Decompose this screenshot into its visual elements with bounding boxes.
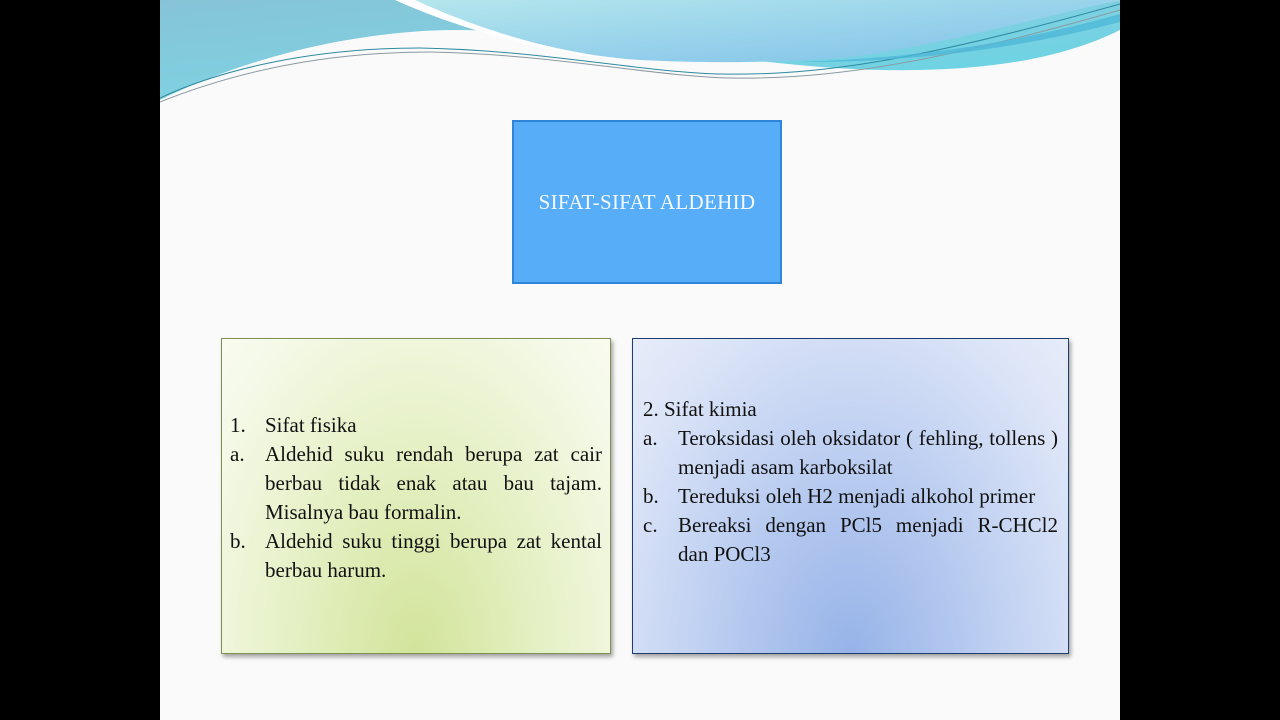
list-marker: 1. (230, 413, 246, 437)
list-heading (230, 411, 602, 440)
list-marker: a. (643, 426, 658, 450)
slide-title: SIFAT-SIFAT ALDEHID (538, 189, 756, 214)
list-item (230, 527, 602, 585)
chemical-properties-panel (632, 338, 1069, 654)
title-box (512, 120, 782, 284)
list-item (643, 482, 1058, 511)
list-item-text: Aldehid suku tinggi berupa zat kental berbau harum. (265, 529, 602, 582)
slide (160, 0, 1120, 720)
physical-properties-panel (221, 338, 611, 654)
list-item-text: Tereduksi oleh H2 menjadi alkohol primer (678, 484, 1036, 508)
list-marker: c. (643, 513, 658, 537)
list-marker: b. (643, 484, 659, 508)
list-item-text: Bereaksi dengan PCl5 menjadi R-CHCl2 dan POCl3 (678, 513, 1058, 566)
heading-text: 2. Sifat kimia (643, 397, 757, 421)
list-item (643, 511, 1058, 569)
list-item (643, 424, 1058, 482)
heading-text: Sifat fisika (265, 413, 357, 437)
list-item-text: Teroksidasi oleh oksidator ( fehling, tollens ) menjadi asam karboksilat (678, 426, 1058, 479)
decorative-wave-header (160, 0, 1120, 120)
list-item (230, 440, 602, 527)
list-item-text: Aldehid suku rendah berupa zat cair berbau tidak enak atau bau tajam. Misalnya bau formalin. (265, 442, 602, 524)
list-marker: b. (230, 529, 246, 553)
list-marker: a. (230, 442, 245, 466)
